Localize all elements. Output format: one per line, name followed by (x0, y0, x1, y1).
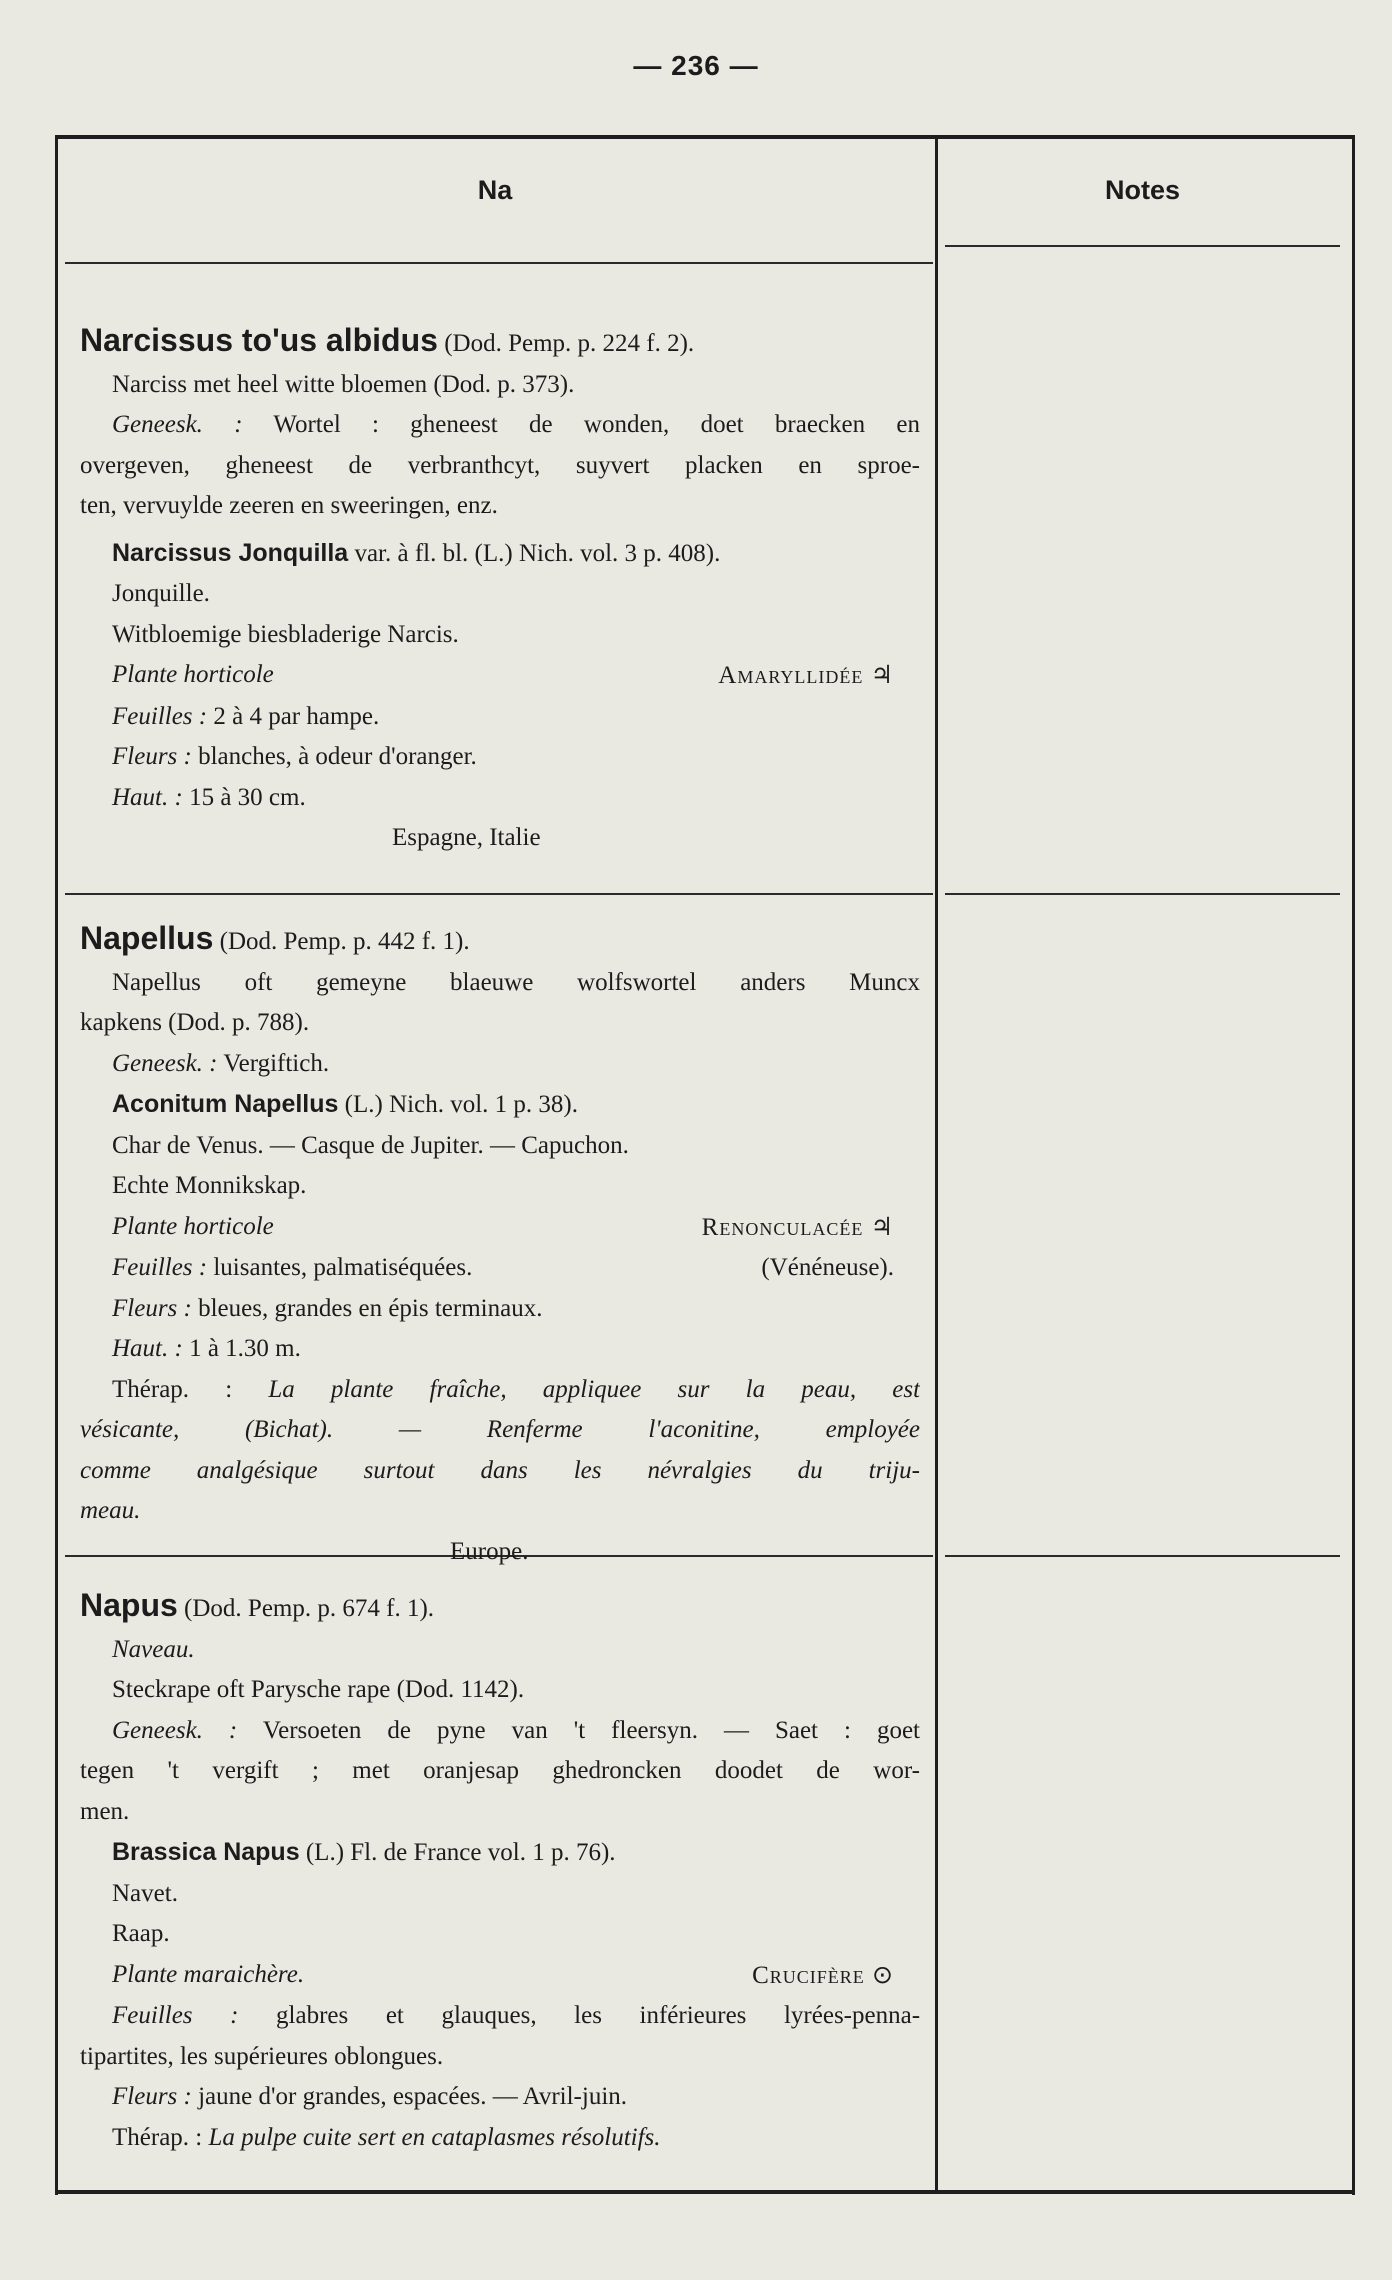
therapy-text: La pulpe cuite sert en cataplasmes résolutifs. (208, 2123, 661, 2151)
therapy-text: vésicante, (Bichat). — Renferme l'aconitine, employée (80, 1416, 920, 1443)
label-geneesk: Geneesk. : (112, 1716, 238, 1744)
therapy-text: meau. (80, 1497, 141, 1524)
entry-divider-right (945, 893, 1340, 895)
plant-family (752, 1955, 920, 1997)
label-fleurs: Fleurs : (112, 1294, 192, 1322)
dutch-name: Narciss met heel witte bloemen (Dod. p. 373). (112, 370, 575, 398)
entry-narcissus-albidus (80, 320, 920, 859)
entry-heading (80, 320, 920, 365)
plant-type-line (80, 1207, 920, 1249)
flowers-text: blanches, à odeur d'oranger. (198, 743, 477, 770)
french-name: Char de Venus. — Casque de Jupiter. — Capuchon. (112, 1131, 629, 1159)
leaves-line (80, 1248, 920, 1289)
leaves-text: glabres et glauques, les inférieures lyrées-penna- (276, 2002, 920, 2029)
perennial-symbol-icon: ♃ (870, 660, 894, 689)
plant-family (718, 655, 920, 697)
medicinal-text: Versoeten de pyne van 't fleersyn. — Saet : goet (262, 1716, 920, 1744)
scientific-reference: (L.) Fl. de France vol. 1 p. 76). (305, 1839, 616, 1866)
label-haut: Haut. : (112, 1335, 183, 1362)
family-name: Amaryllidée (718, 662, 864, 689)
family-name: Renonculacée (701, 1213, 864, 1241)
header-rule-left (65, 262, 933, 264)
region: Europe. (450, 1537, 529, 1565)
flowers-line (80, 1289, 920, 1330)
headword-reference: (Dod. Pemp. p. 674 f. 1). (184, 1595, 435, 1622)
height-text: 15 à 30 cm. (189, 783, 306, 811)
plant-type: Plante horticole (112, 1212, 274, 1240)
medicinal-line: overgeven, gheneest de verbranthcyt, suyvert placken en sproe- (80, 451, 920, 479)
dutch-common-name: Witbloemige biesbladerige Narcis. (112, 620, 459, 648)
column-header-na: Na (477, 175, 513, 205)
page-number: — 236 — (633, 50, 759, 81)
entry-napus (80, 1585, 920, 2158)
medicinal-line: Wortel : gheneest de wonden, doet braecken en (273, 411, 920, 438)
scientific-name-line (80, 1832, 920, 1874)
flowers-line (80, 737, 920, 778)
label-geneesk: Geneesk. : (112, 1049, 218, 1077)
label-feuilles: Feuilles : (112, 1254, 208, 1281)
label-feuilles: Feuilles : (112, 702, 208, 730)
headword-reference: (Dod. Pemp. p. 442 f. 1). (219, 928, 470, 955)
column-divider (935, 135, 938, 2193)
french-name: Jonquille. (112, 580, 210, 607)
scientific-name-line (80, 1084, 920, 1126)
dutch-common-name: Echte Monnikskap. (112, 1172, 307, 1199)
plant-type: Plante horticole (112, 661, 274, 688)
medicinal-line: ten, vervuylde zeeren en sweeringen, enz. (80, 492, 498, 519)
family-name: Crucifère (752, 1961, 865, 1989)
medicinal-text: Vergiftich. (223, 1049, 330, 1077)
medicinal-line (80, 1711, 920, 1752)
leaves-line (80, 1996, 920, 2037)
scientific-name-line (80, 533, 920, 575)
entry-heading (80, 918, 920, 963)
label-fleurs: Fleurs : (112, 743, 192, 770)
entry-heading (80, 1585, 920, 1630)
scientific-reference: var. à fl. bl. (L.) Nich. vol. 3 p. 408). (354, 539, 721, 567)
headword: Narcissus to'us albidus (80, 322, 438, 358)
leaves-line (80, 697, 920, 738)
leaves-text: 2 à 4 par hampe. (213, 702, 380, 730)
therapy-text: La plante fraîche, appliquee sur la peau, est (268, 1375, 920, 1403)
therapy-text: comme analgésique surtout dans les névralgies du triju- (80, 1456, 920, 1484)
plant-family (702, 1207, 920, 1249)
medicinal-line: men. (80, 1797, 130, 1825)
toxicity-note: (Vénéneuse). (761, 1254, 894, 1281)
label-therap: Thérap. : (112, 2123, 203, 2151)
leaves-text: luisantes, palmatiséquées. (213, 1254, 473, 1281)
bottom-rule (55, 2190, 1355, 2194)
entry-divider-left (65, 893, 933, 895)
dutch-common-name: Raap. (112, 1920, 170, 1947)
label-fleurs: Fleurs : (112, 2083, 192, 2110)
headword: Napellus (80, 920, 214, 956)
dutch-name: Napellus oft gemeyne blaeuwe wolfswortel anders Muncx (112, 968, 920, 996)
dutch-name-cont: kapkens (Dod. p. 788). (80, 1009, 310, 1036)
plant-type: Plante maraichère. (112, 1960, 305, 1988)
therapy-line (80, 2118, 920, 2159)
region: Espagne, Italie (392, 824, 541, 851)
height-text: 1 à 1.30 m. (189, 1335, 301, 1362)
height-line (80, 1329, 920, 1370)
label-haut: Haut. : (112, 783, 183, 811)
entry-napellus (80, 918, 920, 1572)
headword: Napus (80, 1587, 178, 1623)
french-old-name: Naveau. (112, 1635, 195, 1663)
flowers-line (80, 2077, 920, 2118)
annual-symbol-icon: ⊙ (872, 1959, 894, 1989)
french-name: Navet. (112, 1879, 178, 1907)
headword-reference: (Dod. Pemp. p. 224 f. 2). (444, 330, 695, 357)
dutch-name: Steckrape oft Parysche rape (Dod. 1142). (112, 1676, 525, 1703)
label-therap: Thérap. : (112, 1375, 233, 1403)
entry-divider-right (945, 1555, 1340, 1557)
therapy-line (80, 1370, 920, 1411)
height-line (80, 778, 920, 819)
scientific-name: Aconitum Napellus (112, 1090, 339, 1118)
flowers-text: bleues, grandes en épis terminaux. (198, 1294, 543, 1322)
scientific-reference: (L.) Nich. vol. 1 p. 38). (344, 1091, 578, 1118)
label-feuilles: Feuilles : (112, 2002, 239, 2029)
flowers-text: jaune d'or grandes, espacées. — Avril-juin. (198, 2083, 628, 2110)
leaves-text: tipartites, les supérieures oblongues. (80, 2042, 444, 2070)
plant-type-line (80, 1955, 920, 1997)
column-header-notes: Notes (1104, 175, 1180, 205)
header-rule-right (945, 245, 1340, 247)
perennial-symbol-icon: ♃ (870, 1211, 894, 1241)
scientific-name: Narcissus Jonquilla (112, 538, 349, 567)
medicinal-line (80, 1044, 920, 1085)
medicinal-line: tegen 't vergift ; met oranjesap ghedroncken doodet de wor- (80, 1757, 920, 1784)
scientific-name: Brassica Napus (112, 1838, 300, 1866)
medicinal-text (80, 405, 920, 446)
plant-type-line (80, 655, 920, 697)
label-geneesk: Geneesk. : (112, 411, 243, 438)
